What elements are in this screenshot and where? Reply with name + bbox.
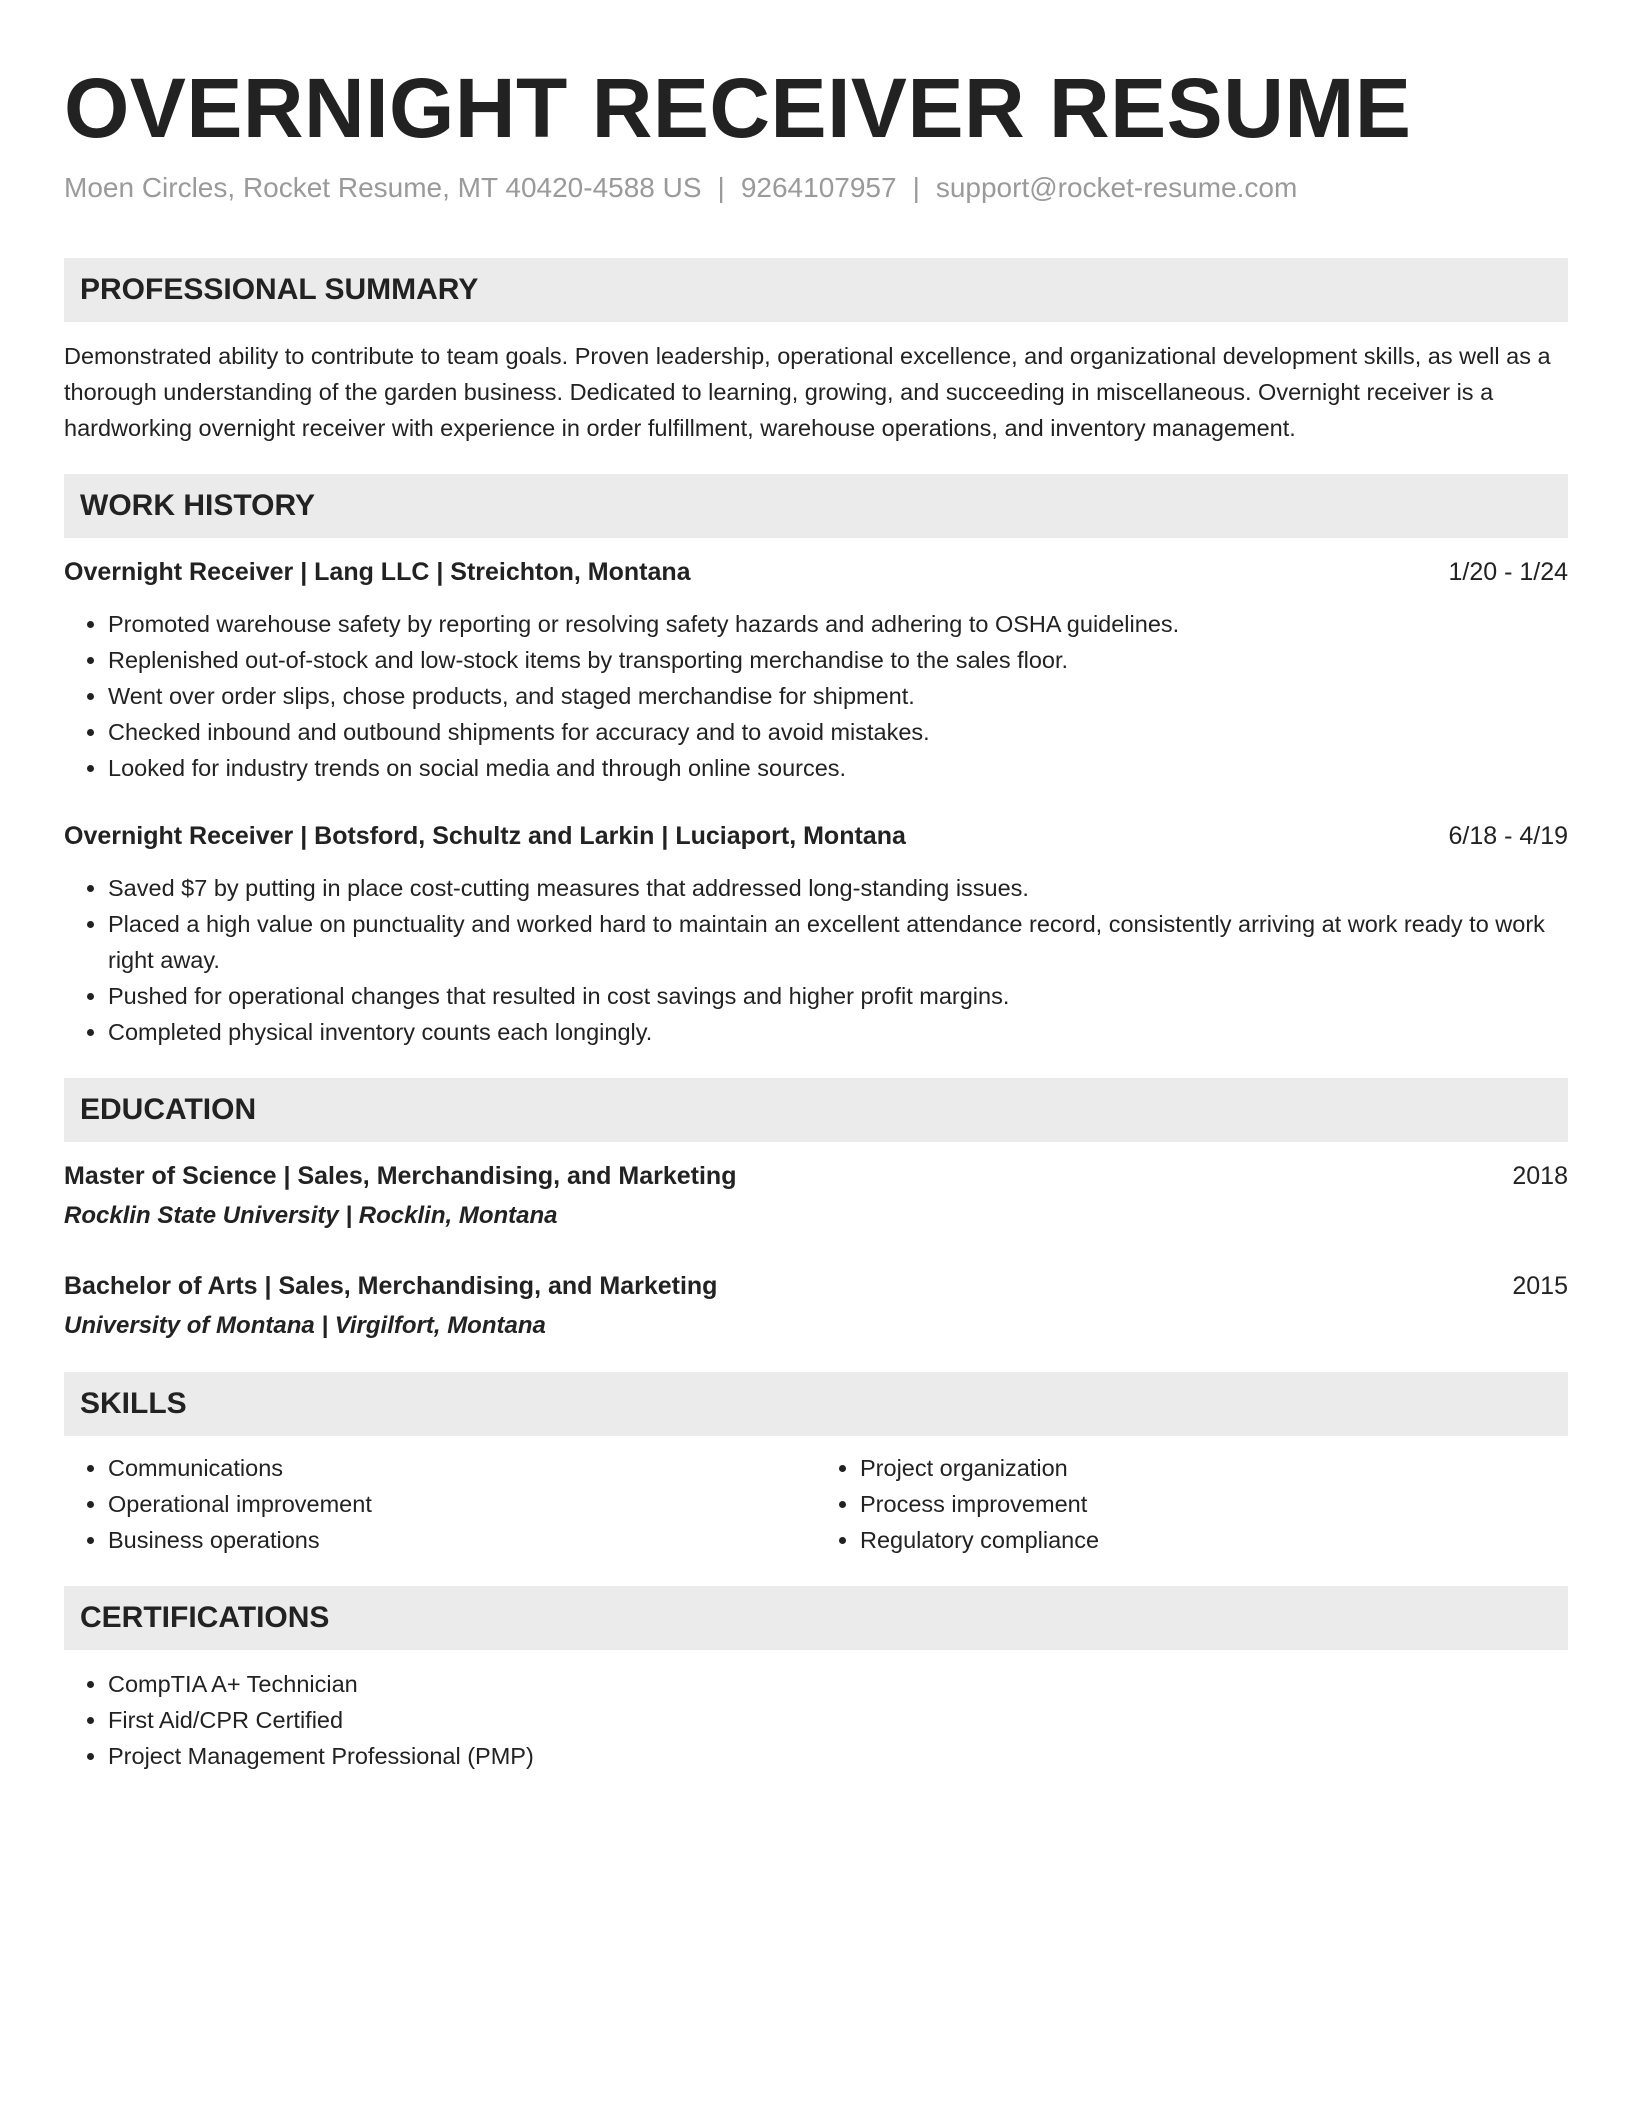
contact-separator: | [717,172,725,203]
job-bullet: • Went over order slips, chose products, and staged merchandise for shipment. [108,678,1568,714]
job-bullet: • Checked inbound and outbound shipments for accuracy and to avoid mistakes. [108,714,1568,750]
education-school: Rocklin State University | Rocklin, Montana [64,1202,558,1229]
section-header-work-history: WORK HISTORY [64,474,1568,538]
job-header [64,554,1568,590]
skill-item: • Process improvement [860,1486,1568,1522]
job-bullet: • Completed physical inventory counts each longingly. [108,1014,1568,1050]
skill-item: • Regulatory compliance [860,1522,1568,1558]
job-bullet: • Replenished out-of-stock and low-stock items by transporting merchandise to the sales floor. [108,642,1568,678]
education-year: 2018 [1512,1162,1568,1190]
education-entry [64,1158,1568,1234]
job-entry [64,554,1568,786]
education-year: 2015 [1512,1272,1568,1300]
education-entry [64,1268,1568,1344]
certification-item: • CompTIA A+ Technician [108,1666,1568,1702]
education-degree: Master of Science | Sales, Merchandising, and Marketing [64,1162,737,1190]
education-header [64,1268,1568,1304]
resume-title: OVERNIGHT RECEIVER RESUME [64,61,1412,155]
job-dates: 6/18 - 4/19 [1448,822,1568,850]
skill-item: • Operational improvement [108,1486,816,1522]
certification-item: • Project Management Professional (PMP) [108,1738,1568,1774]
section-header-skills: SKILLS [64,1372,1568,1436]
summary-text: Demonstrated ability to contribute to team goals. Proven leadership, operational excellence, and organizational development skills, as well as a thorough understanding of the garden business. Dedicated to learning, growing, and succeeding in miscellaneous. Overnight receiver is a hardworking overnight receiver with experience in order fulfillment, warehouse operations, and inventory management. [64,343,1551,441]
job-bullet: • Promoted warehouse safety by reporting or resolving safety hazards and adhering to OSHA guidelines. [108,606,1568,642]
education-degree: Bachelor of Arts | Sales, Merchandising, and Marketing [64,1272,718,1300]
skills-column-left [64,1450,816,1558]
job-bullet: • Placed a high value on punctuality and worked hard to maintain an excellent attendance record, consistently arriving at work ready to work right away. [108,906,1568,978]
section-header-education: EDUCATION [64,1078,1568,1142]
section-header-summary: PROFESSIONAL SUMMARY [64,258,1568,322]
job-bullet: • Saved $7 by putting in place cost-cutting measures that addressed long-standing issues. [108,870,1568,906]
job-header [64,818,1568,854]
contact-separator: | [912,172,920,203]
education-header [64,1158,1568,1194]
skills-grid [64,1450,1568,1558]
job-entry [64,818,1568,1050]
certification-item: • First Aid/CPR Certified [108,1702,1568,1738]
contact-phone: 9264107957 [740,172,897,203]
job-bullet: • Looked for industry trends on social media and through online sources. [108,750,1568,786]
job-title: Overnight Receiver | Lang LLC | Streichton, Montana [64,558,691,586]
skill-item: • Project organization [860,1450,1568,1486]
contact-address: Moen Circles, Rocket Resume, MT 40420-4588 US [64,172,702,203]
job-bullets [64,870,1568,1050]
contact-line [64,170,1568,206]
section-header-certifications: CERTIFICATIONS [64,1586,1568,1650]
skills-column-right [816,1450,1568,1558]
education-school: University of Montana | Virgilfort, Montana [64,1312,546,1339]
job-bullets [64,606,1568,786]
job-bullet: • Pushed for operational changes that resulted in cost savings and higher profit margins. [108,978,1568,1014]
skill-item: • Business operations [108,1522,816,1558]
job-dates: 1/20 - 1/24 [1448,558,1568,586]
job-title: Overnight Receiver | Botsford, Schultz and Larkin | Luciaport, Montana [64,822,906,850]
skill-item: • Communications [108,1450,816,1486]
certifications-list [64,1666,1568,1774]
contact-email: support@rocket-resume.com [935,172,1298,203]
